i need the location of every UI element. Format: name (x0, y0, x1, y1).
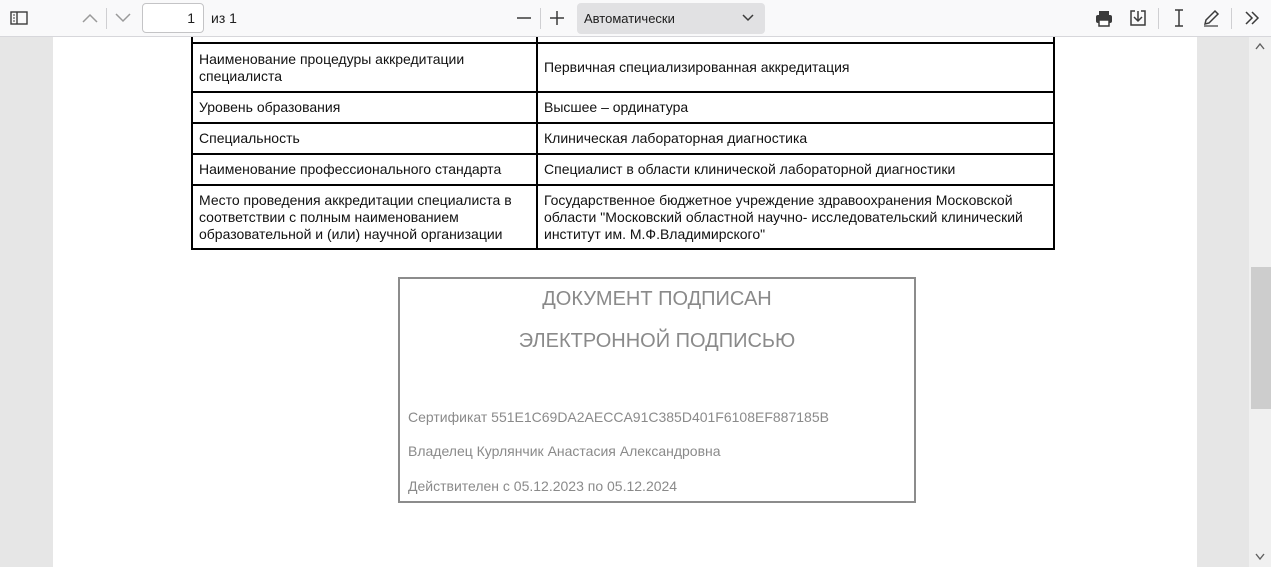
sidebar-toggle-icon (10, 11, 28, 25)
more-tools-icon (1244, 11, 1260, 25)
table-row (192, 154, 1054, 185)
electronic-signature-stamp (398, 277, 916, 503)
text-cursor-icon (1173, 9, 1185, 27)
zoom-in-icon (549, 10, 565, 26)
zoom-out-button[interactable] (512, 6, 536, 30)
document-viewer[interactable] (0, 37, 1249, 567)
zoom-in-button[interactable] (545, 6, 569, 30)
toolbar-separator (1231, 8, 1232, 29)
toolbar-separator (540, 8, 541, 29)
stamp-certificate: Сертификат 551E1C69DA2AECCA91C385D401F6108EF887185B (408, 409, 829, 425)
print-icon (1095, 10, 1113, 27)
toolbar-separator (1158, 8, 1159, 29)
table-cell-value: Высшее – ординатура (537, 92, 1054, 123)
page-up-icon (82, 13, 98, 23)
table-cell-label: Наименование процедуры аккредитации специалиста (192, 43, 537, 92)
print-button[interactable] (1092, 6, 1116, 30)
accreditation-info-table (191, 42, 1055, 250)
table-cell-label: Наименование профессионального стандарта (192, 154, 537, 185)
zoom-select[interactable] (577, 3, 765, 34)
table-row (192, 185, 1054, 249)
previous-page-button[interactable] (78, 6, 102, 30)
more-tools-button[interactable] (1240, 6, 1264, 30)
table-row (192, 123, 1054, 154)
zoom-out-icon (516, 10, 532, 26)
table-cell-value: Государственное бюджетное учреждение здравоохранения Московской области "Московский областной научно- исследовательский клинический институт им. М.Ф.Владимирского" (537, 185, 1054, 249)
page-down-icon (115, 13, 131, 23)
table-row (192, 92, 1054, 123)
table-cell-value: Специалист в области клинической лабораторной диагностики (537, 154, 1054, 185)
stamp-validity: Действителен с 05.12.2023 по 05.12.2024 (408, 478, 678, 494)
toolbar-separator (106, 8, 107, 29)
pdf-page (53, 37, 1197, 567)
next-page-button[interactable] (111, 6, 135, 30)
scroll-up-arrow-icon[interactable] (1255, 42, 1265, 50)
table-cell-label: Уровень образования (192, 92, 537, 123)
table-row (192, 43, 1054, 92)
stamp-owner: Владелец Курлянчик Анастасия Александровна (408, 443, 721, 459)
scrollbar-thumb[interactable] (1251, 267, 1271, 409)
table-cell-value: Клиническая лабораторная диагностика (537, 123, 1054, 154)
table-cell-label: Специальность (192, 123, 537, 154)
draw-tool-button[interactable] (1199, 6, 1223, 30)
scroll-down-arrow-icon[interactable] (1255, 553, 1265, 561)
table-cell-label: Место проведения аккредитации специалиста в соответствии с полным наименованием образовательной и (или) научной организации (192, 185, 537, 249)
pdf-toolbar (0, 0, 1271, 37)
save-button[interactable] (1126, 6, 1150, 30)
stamp-title-line1: ДОКУМЕНТ ПОДПИСАН (542, 288, 772, 310)
stamp-title-line2: ЭЛЕКТРОННОЙ ПОДПИСЬЮ (518, 330, 796, 352)
vertical-scrollbar[interactable] (1249, 37, 1271, 567)
page-total-label: из 1 (211, 10, 237, 26)
text-tool-button[interactable] (1167, 6, 1191, 30)
sidebar-toggle-button[interactable] (6, 6, 32, 30)
table-cell-value: Первичная специализированная аккредитация (537, 43, 1054, 92)
pen-icon (1202, 9, 1220, 27)
chevron-down-icon (741, 11, 755, 25)
zoom-select-value: Автоматически (584, 11, 675, 26)
download-icon (1129, 9, 1147, 27)
page-number-input[interactable]: 1 (142, 3, 204, 33)
